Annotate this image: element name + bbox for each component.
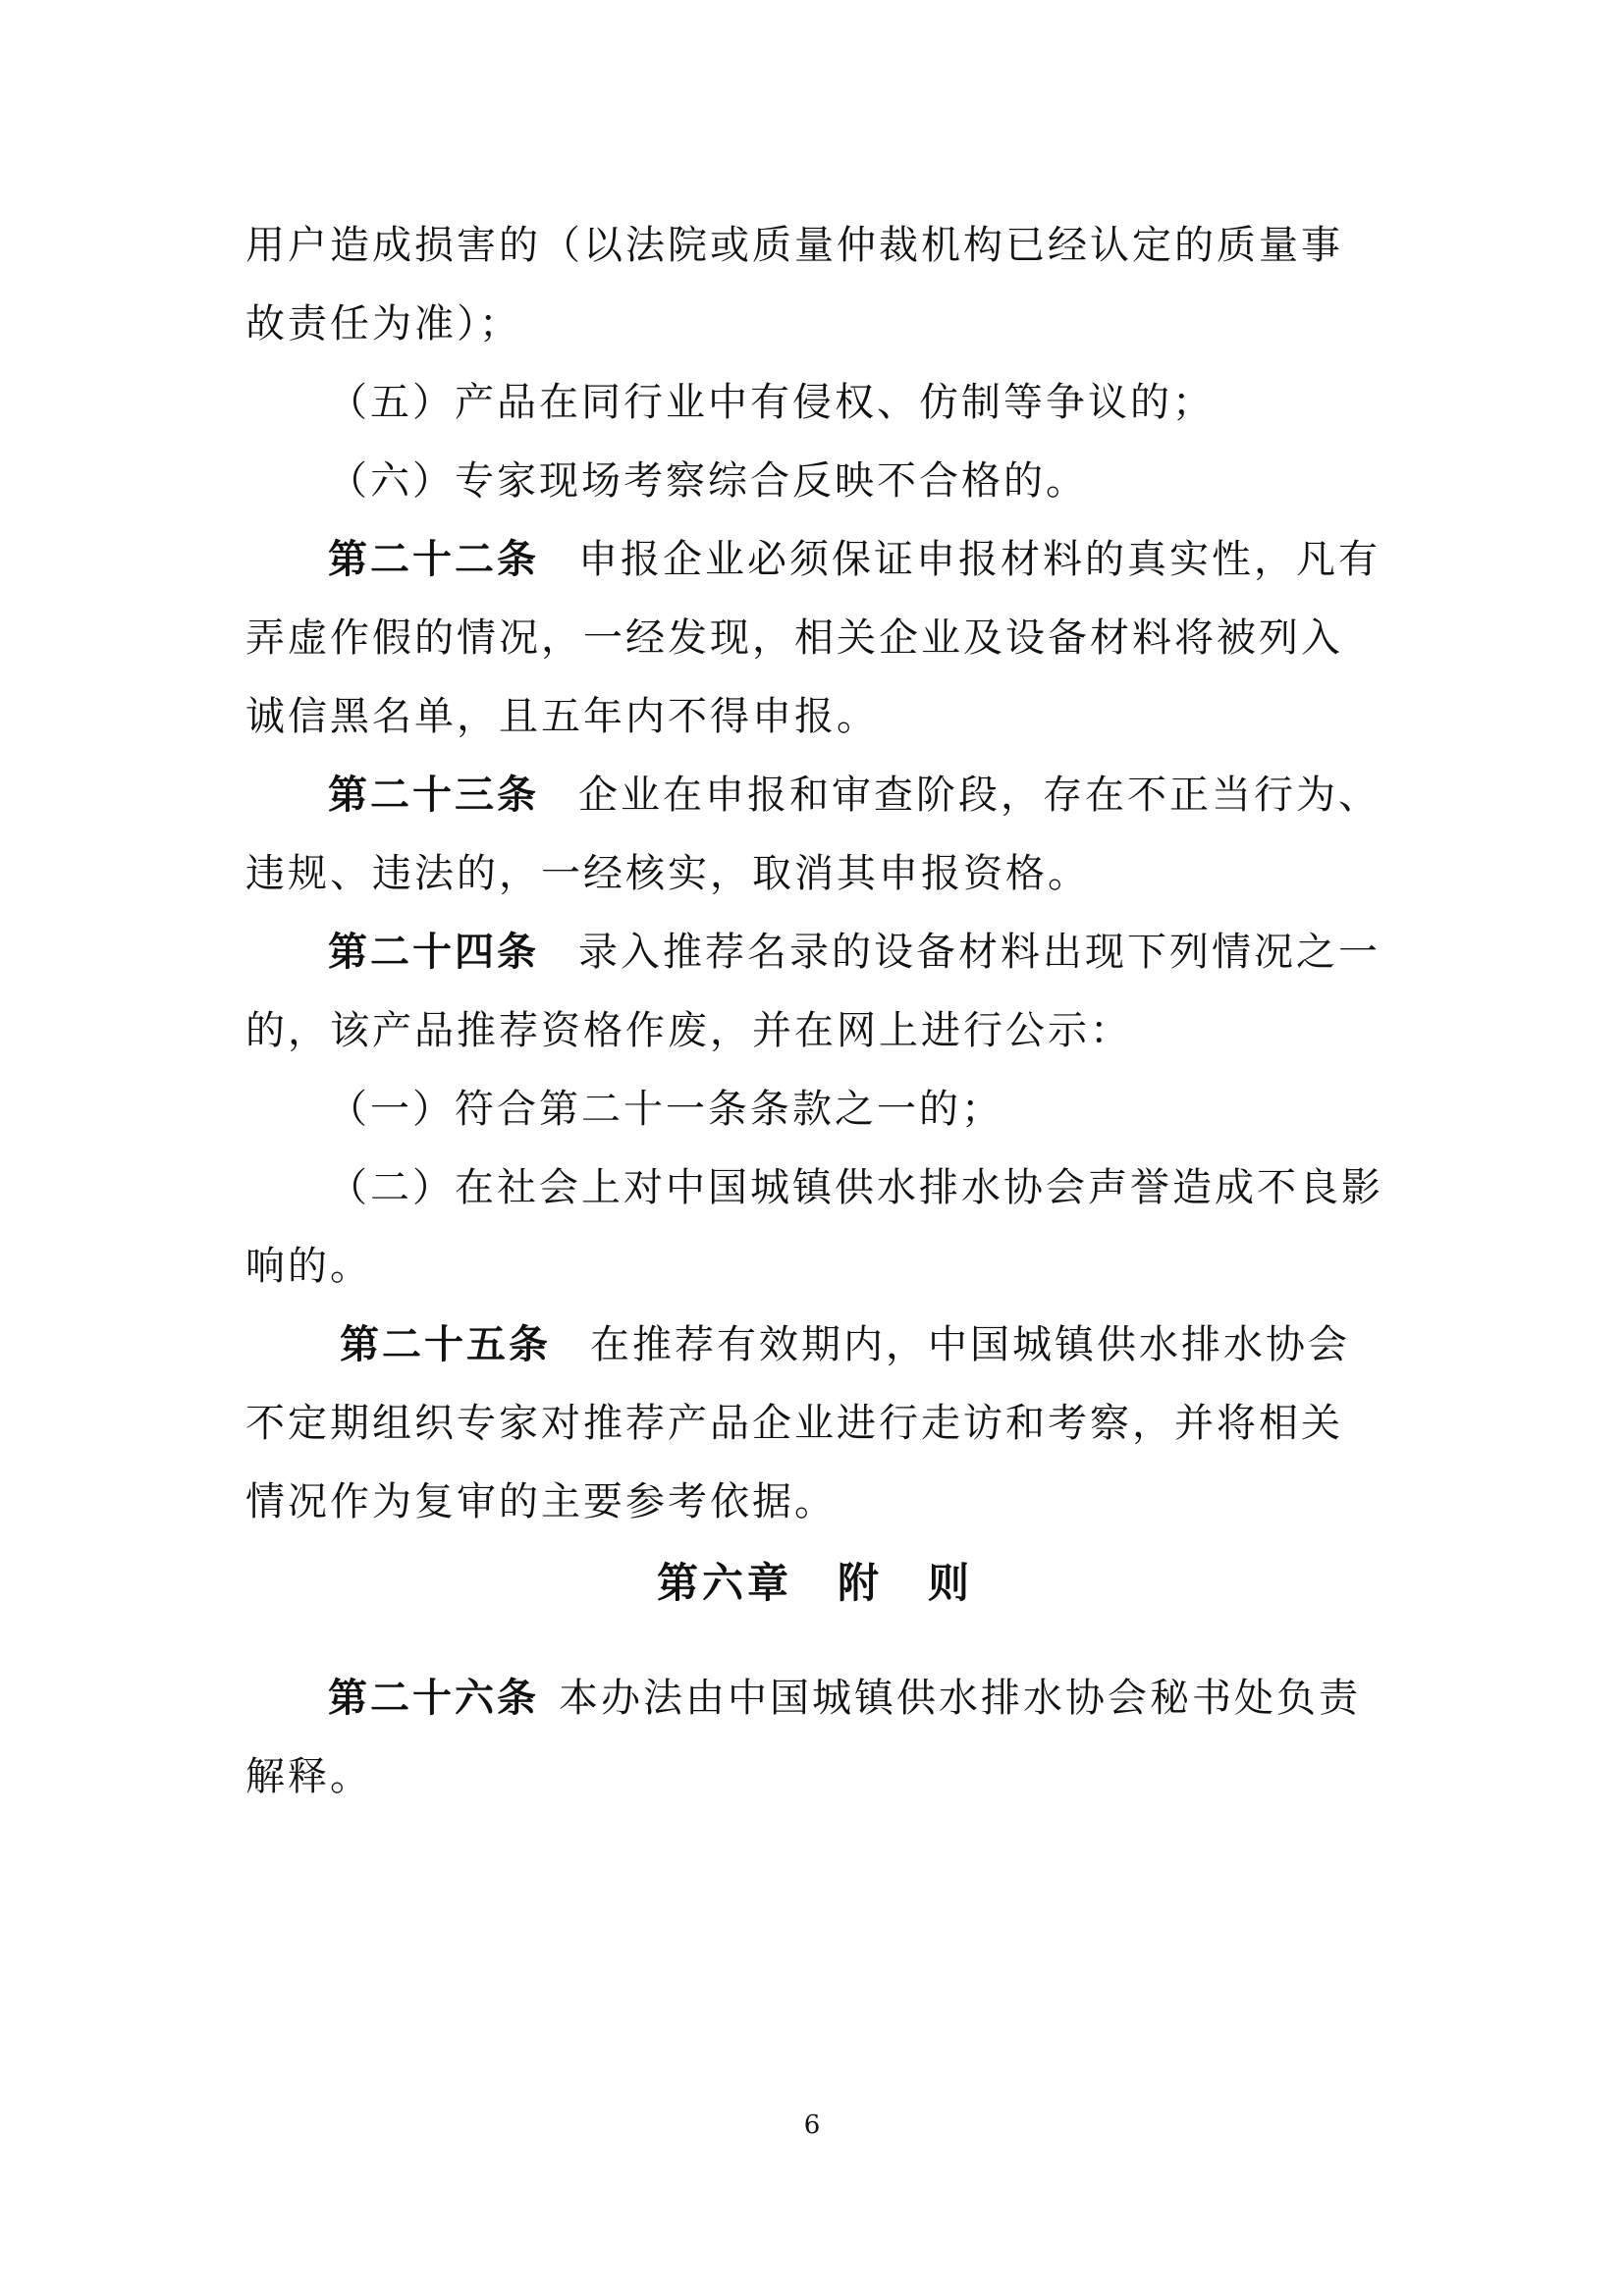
article-24 bbox=[245, 913, 1384, 1070]
article-23 bbox=[245, 756, 1384, 913]
article-24-item-two: （二）在社会上对中国城镇供水排水协会声誉造成不良影响的。 bbox=[245, 1165, 1383, 1289]
article-22 bbox=[245, 520, 1384, 756]
article-text: 本办法由中国城镇供水排水协会秘书处负责解释。 bbox=[245, 1676, 1361, 1799]
chapter-title: 第六章 附 则 bbox=[656, 1559, 973, 1607]
article-text: 企业在申报和审查阶段，存在不正当行为、违规、违法的，一经核实，取消其申报资格。 bbox=[245, 773, 1380, 896]
final-article-section bbox=[245, 1659, 1384, 1816]
list-item-six: （六）专家现场考察综合反映不合格的。 bbox=[328, 458, 1088, 504]
continued-paragraph: 用户造成损害的（以法院或质量仲裁机构已经认定的质量事故责任为准）； bbox=[245, 223, 1343, 347]
list-item-five: （五）产品在同行业中有侵权、仿制等争议的； bbox=[328, 380, 1215, 425]
article-24-item-one: （一）符合第二十一条条款之一的； bbox=[328, 1087, 1003, 1132]
article-label: 第二十三条 bbox=[328, 772, 539, 818]
article-label: 第二十六条 bbox=[328, 1675, 539, 1721]
article-25 bbox=[245, 1306, 1384, 1541]
article-label: 第二十二条 bbox=[328, 536, 539, 582]
article-text: 在推荐有效期内，中国城镇供水排水协会不定期组织专家对推荐产品企业进行走访和考察，并将相关情况作为复审的主要参考依据。 bbox=[245, 1322, 1350, 1524]
article-section bbox=[245, 206, 1384, 1541]
article-label: 第二十五条 bbox=[340, 1321, 551, 1367]
page-number: 6 bbox=[803, 2110, 821, 2140]
article-text: 申报企业必须保证申报材料的真实性，凡有弄虚作假的情况，一经发现，相关企业及设备材料将被列入诚信黑名单，且五年内不得申报。 bbox=[245, 537, 1380, 739]
article-label: 第二十四条 bbox=[328, 929, 539, 975]
article-26 bbox=[245, 1659, 1384, 1816]
article-text: 录入推荐名录的设备材料出现下列情况之一的，该产品推荐资格作废，并在网上进行公示： bbox=[245, 930, 1380, 1053]
